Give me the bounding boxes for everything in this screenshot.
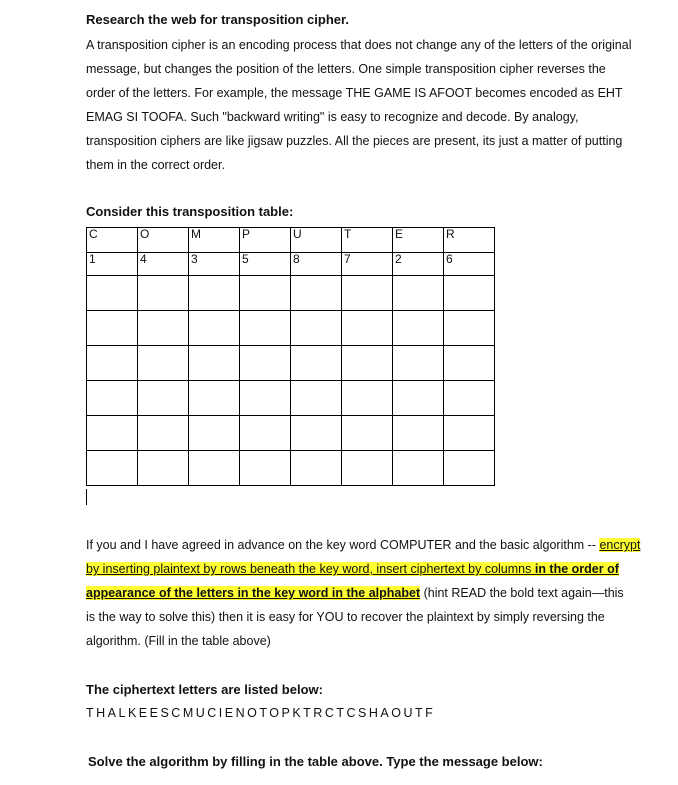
fill-cell[interactable] — [87, 276, 138, 311]
algorithm-line — [86, 557, 666, 581]
fill-cell[interactable] — [240, 381, 291, 416]
fill-cell[interactable] — [393, 346, 444, 381]
table-border-stub — [86, 489, 87, 505]
fill-cell[interactable] — [87, 381, 138, 416]
fill-cell[interactable] — [189, 416, 240, 451]
key-letter-cell: O — [138, 228, 189, 253]
fill-cell[interactable] — [240, 451, 291, 486]
fill-cell[interactable] — [342, 276, 393, 311]
fill-cell[interactable] — [342, 346, 393, 381]
key-letter-cell: C — [87, 228, 138, 253]
key-letter-cell: R — [444, 228, 495, 253]
key-number-cell: 8 — [291, 253, 342, 276]
fill-cell[interactable] — [393, 276, 444, 311]
key-number-cell: 6 — [444, 253, 495, 276]
fill-cell[interactable] — [393, 381, 444, 416]
fill-cell[interactable] — [393, 451, 444, 486]
intro-line: A transposition cipher is an encoding process that does not change any of the letters of the original — [86, 38, 632, 52]
fill-cell[interactable] — [240, 311, 291, 346]
fill-cell[interactable] — [138, 416, 189, 451]
key-letter-cell: U — [291, 228, 342, 253]
fill-cell[interactable] — [291, 346, 342, 381]
key-number-cell: 5 — [240, 253, 291, 276]
fill-cell[interactable] — [291, 276, 342, 311]
final-instruction: Solve the algorithm by filling in the table above. Type the message below: — [88, 754, 543, 769]
table-heading: Consider this transposition table: — [86, 204, 294, 219]
key-number-cell: 7 — [342, 253, 393, 276]
fill-cell[interactable] — [87, 311, 138, 346]
fill-cell[interactable] — [444, 416, 495, 451]
empty-row — [87, 346, 495, 381]
algorithm-paragraph — [86, 533, 666, 653]
algorithm-line — [86, 581, 666, 605]
intro-line: EMAG SI TOOFA. Such "backward writing" is easy to recognize and decode. By analogy, — [86, 110, 579, 124]
fill-cell[interactable] — [444, 381, 495, 416]
fill-cell[interactable] — [291, 311, 342, 346]
fill-cell[interactable] — [87, 346, 138, 381]
intro-line: them in the correct order. — [86, 158, 225, 172]
fill-cell[interactable] — [444, 276, 495, 311]
algorithm-line: algorithm. (Fill in the table above) — [86, 634, 271, 648]
key-number-cell: 2 — [393, 253, 444, 276]
key-letter-cell: M — [189, 228, 240, 253]
intro-line: message, but changes the position of the letters. One simple transposition cipher reverses the — [86, 62, 606, 76]
fill-cell[interactable] — [393, 416, 444, 451]
highlighted-bold-text: appearance of the letters in the key word in the alphabet — [86, 586, 421, 600]
fill-cell[interactable] — [240, 416, 291, 451]
empty-row — [87, 276, 495, 311]
ciphertext-heading: The ciphertext letters are listed below: — [86, 682, 323, 697]
fill-cell[interactable] — [138, 346, 189, 381]
fill-cell[interactable] — [189, 346, 240, 381]
key-letter-cell: T — [342, 228, 393, 253]
intro-line: transposition ciphers are like jigsaw puzzles. All the pieces are present, its just a matter of putting — [86, 134, 623, 148]
highlighted-text: by inserting plaintext by rows beneath the key word, insert ciphertext by columns — [86, 562, 535, 576]
ciphertext-letters: THALKEESCMUCIENOTOPKTRCTCSHAOUTF — [86, 706, 436, 720]
fill-cell[interactable] — [189, 311, 240, 346]
key-letter-row — [87, 228, 495, 253]
key-number-cell: 3 — [189, 253, 240, 276]
fill-cell[interactable] — [342, 381, 393, 416]
algorithm-text: If you and I have agreed in advance on the key word COMPUTER and the basic algorithm -- — [86, 538, 600, 552]
fill-cell[interactable] — [138, 276, 189, 311]
intro-heading: Research the web for transposition cipher. — [86, 12, 349, 27]
fill-cell[interactable] — [138, 451, 189, 486]
key-number-cell: 1 — [87, 253, 138, 276]
fill-cell[interactable] — [189, 381, 240, 416]
fill-cell[interactable] — [87, 451, 138, 486]
highlighted-text: encrypt — [599, 538, 641, 552]
fill-cell[interactable] — [444, 451, 495, 486]
fill-cell[interactable] — [291, 451, 342, 486]
fill-cell[interactable] — [291, 416, 342, 451]
fill-cell[interactable] — [240, 276, 291, 311]
fill-cell[interactable] — [342, 416, 393, 451]
empty-row — [87, 451, 495, 486]
transposition-table — [86, 227, 495, 486]
fill-cell[interactable] — [189, 451, 240, 486]
empty-row — [87, 311, 495, 346]
highlighted-bold-text: in the order of — [534, 562, 619, 576]
key-number-cell: 4 — [138, 253, 189, 276]
empty-row — [87, 416, 495, 451]
fill-cell[interactable] — [444, 311, 495, 346]
intro-paragraph — [86, 33, 666, 177]
key-letter-cell: P — [240, 228, 291, 253]
algorithm-text: (hint READ the bold text again—this — [420, 586, 624, 600]
fill-cell[interactable] — [189, 276, 240, 311]
intro-line: order of the letters. For example, the message THE GAME IS AFOOT becomes encoded as EHT — [86, 86, 623, 100]
fill-cell[interactable] — [240, 346, 291, 381]
fill-cell[interactable] — [342, 311, 393, 346]
algorithm-line — [86, 533, 666, 557]
algorithm-line: is the way to solve this) then it is easy for YOU to recover the plaintext by simply reversing the — [86, 610, 605, 624]
fill-cell[interactable] — [138, 311, 189, 346]
key-number-row — [87, 253, 495, 276]
fill-cell[interactable] — [444, 346, 495, 381]
fill-cell[interactable] — [342, 451, 393, 486]
fill-cell[interactable] — [138, 381, 189, 416]
fill-cell[interactable] — [291, 381, 342, 416]
fill-cell[interactable] — [87, 416, 138, 451]
key-letter-cell: E — [393, 228, 444, 253]
fill-cell[interactable] — [393, 311, 444, 346]
empty-row — [87, 381, 495, 416]
